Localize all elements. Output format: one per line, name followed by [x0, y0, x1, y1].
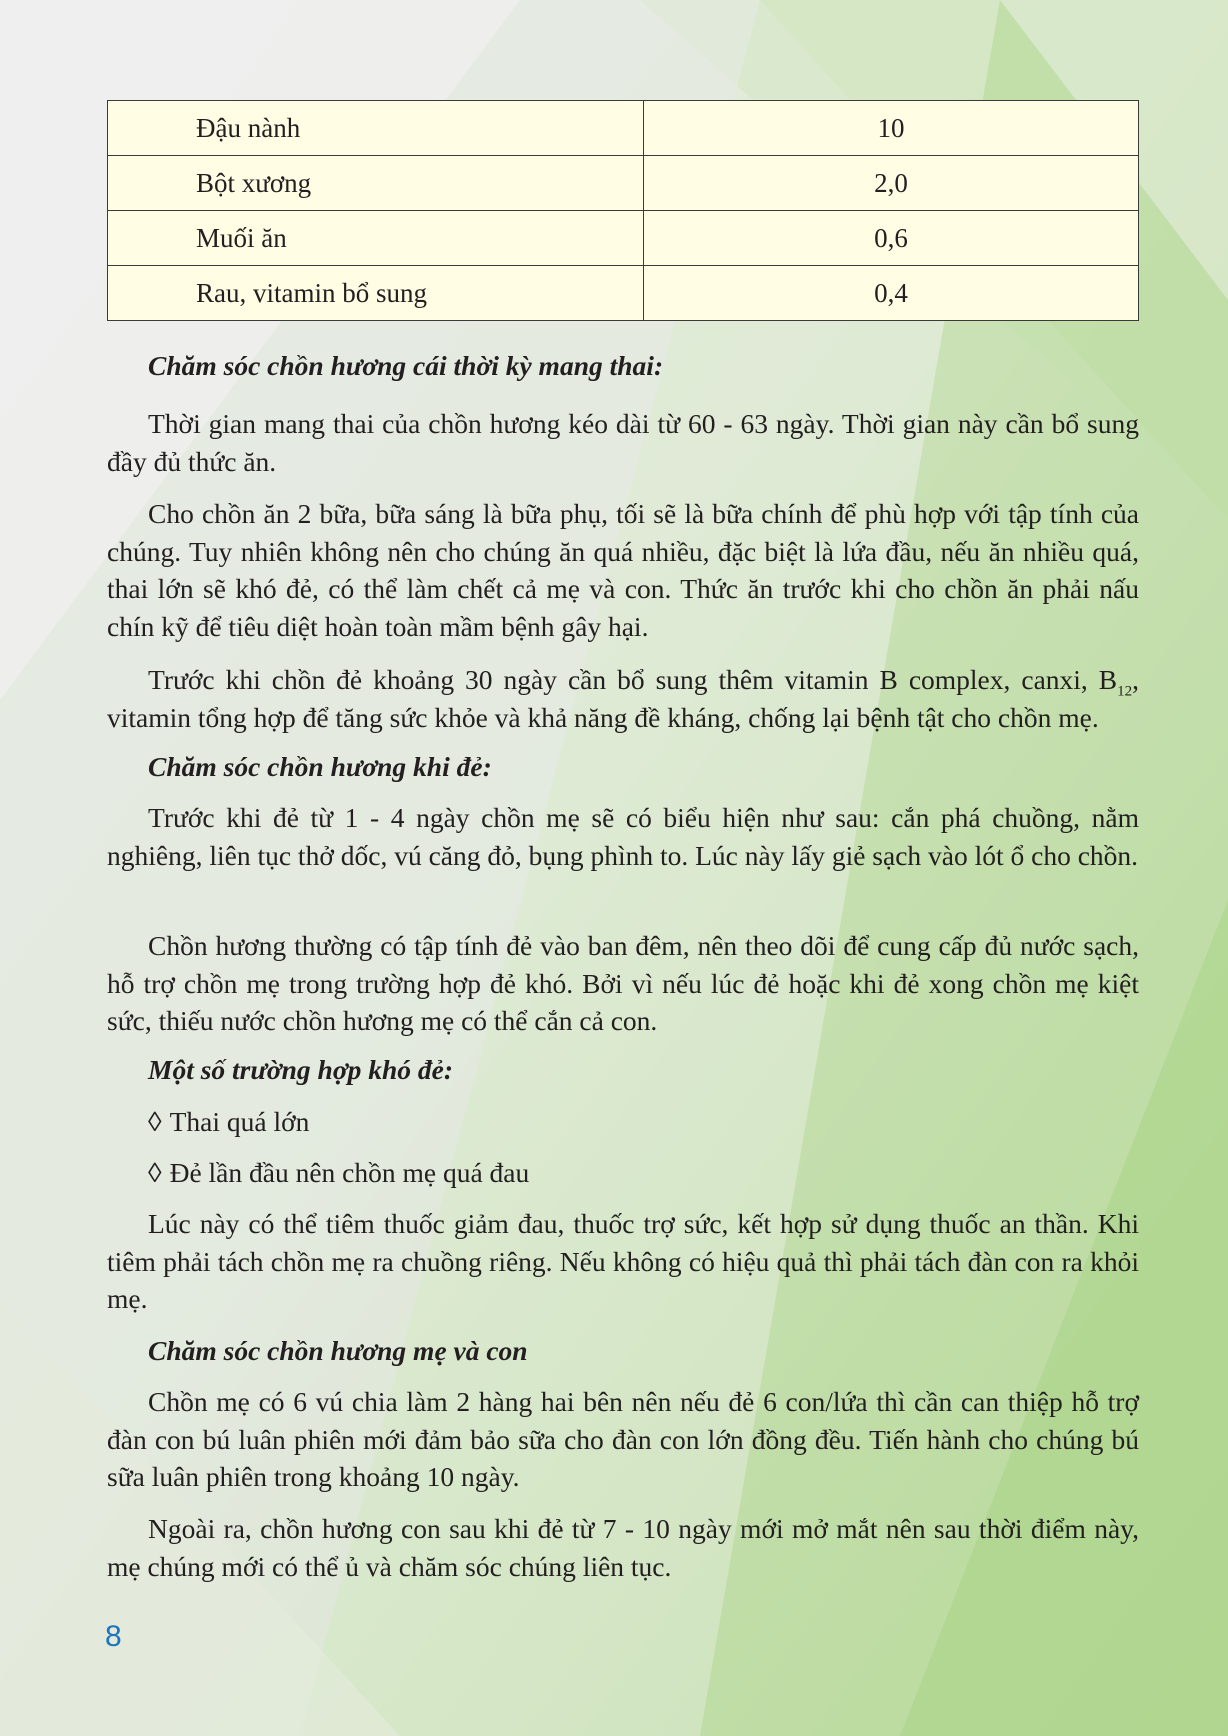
section-heading-pregnancy: Chăm sóc chồn hương cái thời kỳ mang thai:	[148, 350, 664, 381]
bullet-item-first-birth	[148, 1155, 529, 1191]
bullet-item-large-fetus	[148, 1104, 309, 1140]
section-heading-birth: Chăm sóc chồn hương khi đẻ:	[148, 751, 492, 782]
table-row	[108, 266, 1139, 321]
table-row	[108, 211, 1139, 266]
bullet-text: Đẻ lần đầu nên chồn mẹ quá đau	[169, 1157, 530, 1188]
diamond-bullet-icon: ◊	[148, 1106, 162, 1137]
table-cell-name: Đậu nành	[108, 101, 644, 156]
paragraph-nursing: Chồn mẹ có 6 vú chia làm 2 hàng hai bên nên nếu đẻ 6 con/lứa thì cần can thiệp hỗ trợ đàn con bú luân phiên mới đảm bảo sữa cho đàn con lớn đồng đều. Tiến hành cho chúng bú sữa luân phiên trong khoảng 10 ngày.	[107, 1386, 1139, 1492]
table-cell-value: 0,4	[644, 266, 1139, 321]
section-heading-difficult-birth: Một số trường hợp khó đẻ:	[148, 1054, 453, 1085]
bullet-text: Thai quá lớn	[169, 1106, 310, 1137]
paragraph-treatment: Lúc này có thể tiêm thuốc giảm đau, thuốc trợ sức, kết hợp sử dụng thuốc an thần. Khi tiêm phải tách chồn mẹ ra chuồng riêng. Nếu không có hiệu quả thì phải tách đàn con ra khỏi mẹ.	[107, 1208, 1139, 1314]
paragraph-night-birth: Chồn hương thường có tập tính đẻ vào ban đêm, nên theo dõi để cung cấp đủ nước sạch, hỗ trợ chồn mẹ trong trường hợp đẻ khó. Bởi vì nếu lúc đẻ hoặc khi đẻ xong chồn mẹ kiệt sức, thiếu nước chồn hương mẹ có thể cắn cả con.	[107, 930, 1139, 1036]
paragraph-feeding: Cho chồn ăn 2 bữa, bữa sáng là bữa phụ, tối sẽ là bữa chính để phù hợp với tập tính của chúng. Tuy nhiên không nên cho chúng ăn quá nhiều, đặc biệt là lứa đầu, nếu ăn nhiều quá, thai lớn sẽ khó đẻ, có thể làm chết cả mẹ và con. Thức ăn trước khi cho chồn ăn phải nấu chín kỹ để tiêu diệt hoàn toàn mầm bệnh gây hại.	[107, 498, 1139, 642]
table-cell-name: Rau, vitamin bổ sung	[108, 266, 644, 321]
table-cell-value: 10	[644, 101, 1139, 156]
page-number: 8	[105, 1620, 122, 1653]
page-content	[107, 100, 1139, 1582]
paragraph-supplements	[107, 661, 1139, 736]
table-cell-value: 0,6	[644, 211, 1139, 266]
paragraph-birth-signs: Trước khi đẻ từ 1 - 4 ngày chồn mẹ sẽ có biểu hiện như sau: cắn phá chuồng, nằm nghiêng, liên tục thở dốc, vú căng đỏ, bụng phình to. Lúc này lấy giẻ sạch vào lót ổ cho chồn.	[107, 802, 1139, 871]
supplements-text-end: , vitamin tổng hợp để tăng sức khỏe và khả năng đề kháng, chống lại bệnh tật cho chồn mẹ.	[107, 664, 1139, 733]
supplements-text-start: Trước khi chồn đẻ khoảng 30 ngày cần bổ sung thêm vitamin B complex, canxi, B	[148, 664, 1118, 695]
table-cell-value: 2,0	[644, 156, 1139, 211]
table-cell-name: Bột xương	[108, 156, 644, 211]
table-cell-name: Muối ăn	[108, 211, 644, 266]
table-row	[108, 101, 1139, 156]
paragraph-eyes-open: Ngoài ra, chồn hương con sau khi đẻ từ 7 - 10 ngày mới mở mắt nên sau thời điểm này, mẹ chúng mới có thể ủ và chăm sóc chúng liên tục.	[107, 1513, 1139, 1582]
paragraph-pregnancy-duration: Thời gian mang thai của chồn hương kéo dài từ 60 - 63 ngày. Thời gian này cần bổ sung đầy đủ thức ăn.	[107, 408, 1139, 477]
diamond-bullet-icon: ◊	[148, 1157, 162, 1188]
vitamin-subscript: 12	[1117, 683, 1133, 700]
feed-table	[107, 100, 1139, 321]
table-row	[108, 156, 1139, 211]
section-heading-mother-young: Chăm sóc chồn hương mẹ và con	[148, 1335, 528, 1366]
